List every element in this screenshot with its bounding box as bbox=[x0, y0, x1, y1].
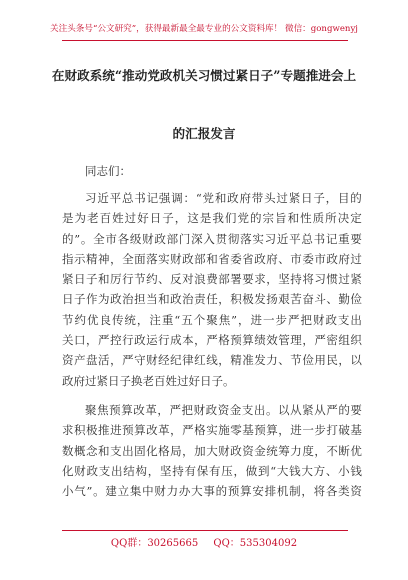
footer-divider bbox=[62, 530, 348, 531]
paragraph-line: 是 为 老 百 姓 过 好 日 子 ， 这 是 我 们 党 的 宗 旨 和 性 质 所 决 定 bbox=[62, 211, 362, 226]
paragraph-line: 资 产 盘 活 ， 严 守 财 经 纪 律 红 线 ， 精 准 发 力 、 节 俭 用 民 ， 以 bbox=[62, 353, 362, 368]
document-title-line-2: 的汇报发言 bbox=[172, 126, 236, 141]
paragraph-line: 的 ” 。 全 市 各 级 财 政 部 门 深 入 贯 彻 落 实 习 近 平 总 书 记 重 要 bbox=[62, 231, 362, 246]
paragraph-line: 求 积 极 推 进 预 算 改 革 ， 严 格 实 施 零 基 预 算 ， 进 一 步 打 破 基 bbox=[62, 423, 362, 438]
header-note: 关注头条号“公文研究”，获得最新最全最专业的公文资料库！ 微信：gongwenyj bbox=[50, 24, 358, 34]
document-title-line-1: 在财政系统“推动党政机关习惯过紧日子”专题推进会上 bbox=[51, 68, 357, 83]
paragraph-line: 化 财 政 支 出 结 构 ， 坚 持 有 保 有 压 ， 做 到 “ 大 钱 大 方 、 小 钱 bbox=[62, 463, 362, 478]
body-paragraph-1 bbox=[62, 188, 362, 391]
paragraph-line: 指 示 精 神 ， 全 面 落 实 财 政 部 和 省 委 省 政 府 、 市 委 市 政 府 过 bbox=[62, 251, 362, 266]
paragraph-line: 节 约 优 良 传 统 ， 注 重 “ 五 个 聚 焦 ” ， 进 一 步 严 把 财 政 支 出 bbox=[62, 312, 362, 327]
paragraph-line: 聚 焦 预 算 改 革 ， 严 把 财 政 资 金 支 出 。 以 从 紧 从 严 的 要 bbox=[85, 403, 362, 417]
footer-contact bbox=[0, 534, 408, 549]
paragraph-line: 习 近 平 总 书 记 强 调 ： “ 党 和 政 府 带 头 过 紧 日 子 ， 目 的 bbox=[85, 191, 362, 205]
paragraph-line: 日 子 作 为 政 治 担 当 和 政 治 责 任 ， 积 极 发 扬 艰 苦 奋 斗 、 勤 俭 bbox=[62, 292, 362, 307]
paragraph-line: 关 口 ， 严 控 行 政 运 行 成 本 ， 严 格 预 算 绩 效 管 理 ， 严 密 组 织 bbox=[62, 333, 362, 348]
paragraph-line: 紧 日 子 和 厉 行 节 约 、 反 对 浪 费 部 署 要 求 ， 坚 持 将 习 惯 过 紧 bbox=[62, 272, 362, 287]
salutation: 同志们： bbox=[85, 164, 131, 178]
body-paragraph-2 bbox=[62, 400, 362, 501]
paragraph-line: 小 气 ” 。 建 立 集 中 财 力 办 大 事 的 预 算 安 排 机 制 ， 将 各 类 资 bbox=[62, 484, 362, 499]
footer-qq-group: QQ群：30265665 bbox=[110, 538, 199, 549]
header-divider bbox=[62, 40, 348, 41]
paragraph-line: 政府过紧日子换老百姓过好日子。 bbox=[62, 373, 235, 388]
paragraph-line: 数 概 念 和 支 出 固 化 格 局 ， 加 大 财 政 资 金 统 筹 力 度 ， 不 断 优 bbox=[62, 443, 362, 458]
footer-qq-number: QQ：535304092 bbox=[213, 538, 298, 549]
